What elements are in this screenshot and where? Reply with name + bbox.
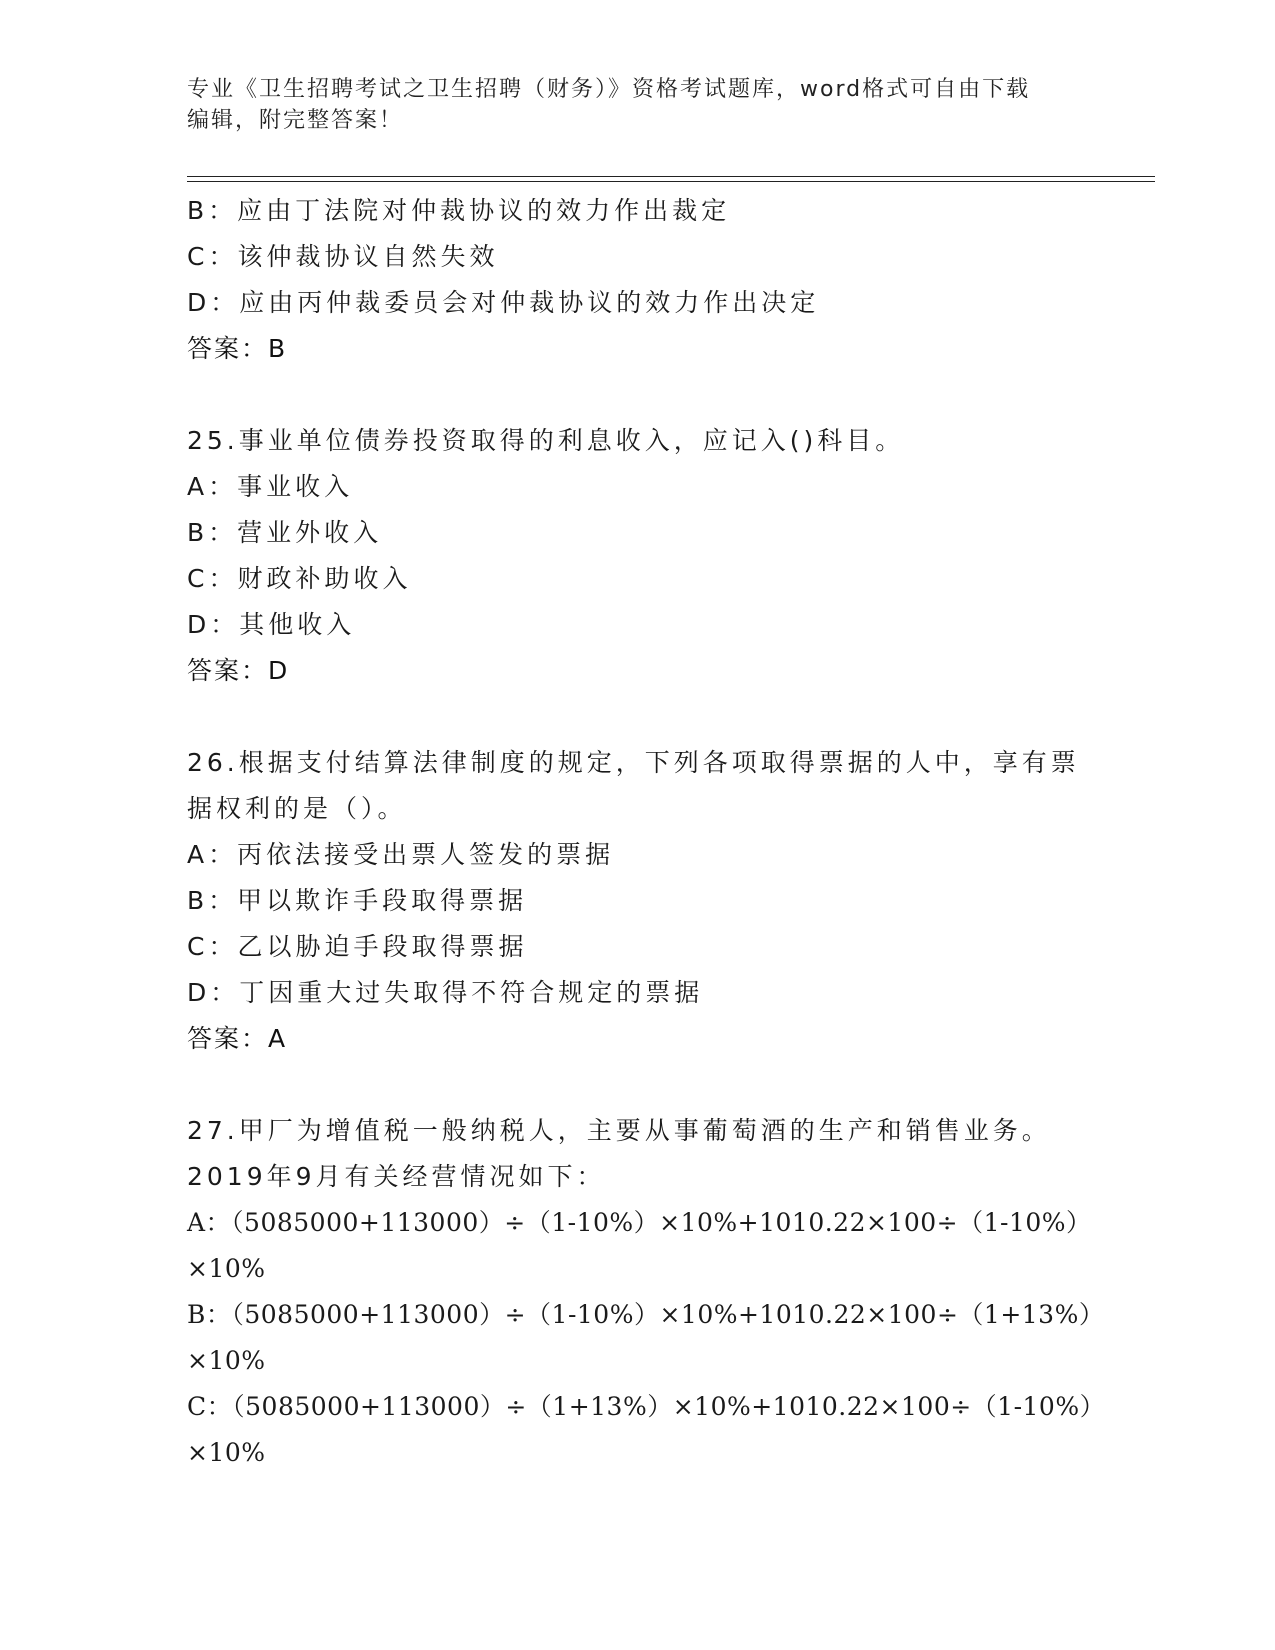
question-27-option-c-line-2: ×10%: [187, 1438, 266, 1467]
question-26-stem-line-1: 26.根据支付结算法律制度的规定，下列各项取得票据的人中，享有票: [187, 748, 1080, 777]
question-27-stem-line-1: 27.甲厂为增值税一般纳税人，主要从事葡萄酒的生产和销售业务。: [187, 1116, 1051, 1145]
header-divider-bottom: [187, 181, 1155, 182]
question-24-option-d: D：应由丙仲裁委员会对仲裁协议的效力作出决定: [187, 288, 820, 317]
question-25-answer: 答案：D: [187, 656, 290, 685]
question-24-option-c: C：该仲裁协议自然失效: [187, 242, 499, 271]
question-list: [187, 188, 1106, 1476]
question-26-option-c: C：乙以胁迫手段取得票据: [187, 932, 528, 961]
question-25-option-c: C：财政补助收入: [187, 564, 412, 593]
question-26-answer: 答案：A: [187, 1024, 288, 1053]
question-24-answer: 答案：B: [187, 334, 288, 363]
spacer: [187, 694, 1087, 740]
question-27-option-b-line-1: B：（5085000+113000）÷（1-10%）×10%+1010.22×100÷（1+13%）: [187, 1300, 1105, 1329]
question-26-option-b: B：甲以欺诈手段取得票据: [187, 886, 528, 915]
question-27-stem-line-2: 2019年9月有关经营情况如下：: [187, 1162, 606, 1191]
question-26-option-d: D：丁因重大过失取得不符合规定的票据: [187, 978, 704, 1007]
question-27-option-a-line-1: A：（5085000+113000）÷（1-10%）×10%+1010.22×100÷（1-10%）: [187, 1208, 1092, 1237]
question-24-option-b: B：应由丁法院对仲裁协议的效力作出裁定: [187, 196, 731, 225]
spacer: [187, 372, 1087, 418]
question-26-option-a: A：丙依法接受出票人签发的票据: [187, 840, 615, 869]
question-25-option-b: B：营业外收入: [187, 518, 383, 547]
question-25-stem: 25.事业单位债券投资取得的利息收入，应记入()科目。: [187, 426, 905, 455]
question-26-stem-line-2: 据权利的是（）。: [187, 794, 407, 823]
spacer: [187, 1062, 1087, 1108]
question-27-option-a-line-2: ×10%: [187, 1254, 266, 1283]
question-27-option-b-line-2: ×10%: [187, 1346, 266, 1375]
header-divider-top: [187, 176, 1155, 177]
header-line-2: 编辑，附完整答案！: [187, 108, 404, 133]
question-25-option-a: A：事业收入: [187, 472, 354, 501]
header-line-1: 专业《卫生招聘考试之卫生招聘（财务）》资格考试题库，word格式可自由下载: [187, 77, 1031, 102]
question-26: [187, 740, 1087, 1062]
question-24: [187, 188, 1087, 372]
document-header: [187, 74, 1067, 136]
question-25-option-d: D：其他收入: [187, 610, 356, 639]
question-27-option-c-line-1: C：（5085000+113000）÷（1+13%）×10%+1010.22×100÷（1-10%）: [187, 1392, 1106, 1421]
question-27: [187, 1108, 1106, 1476]
question-25: [187, 418, 1087, 694]
